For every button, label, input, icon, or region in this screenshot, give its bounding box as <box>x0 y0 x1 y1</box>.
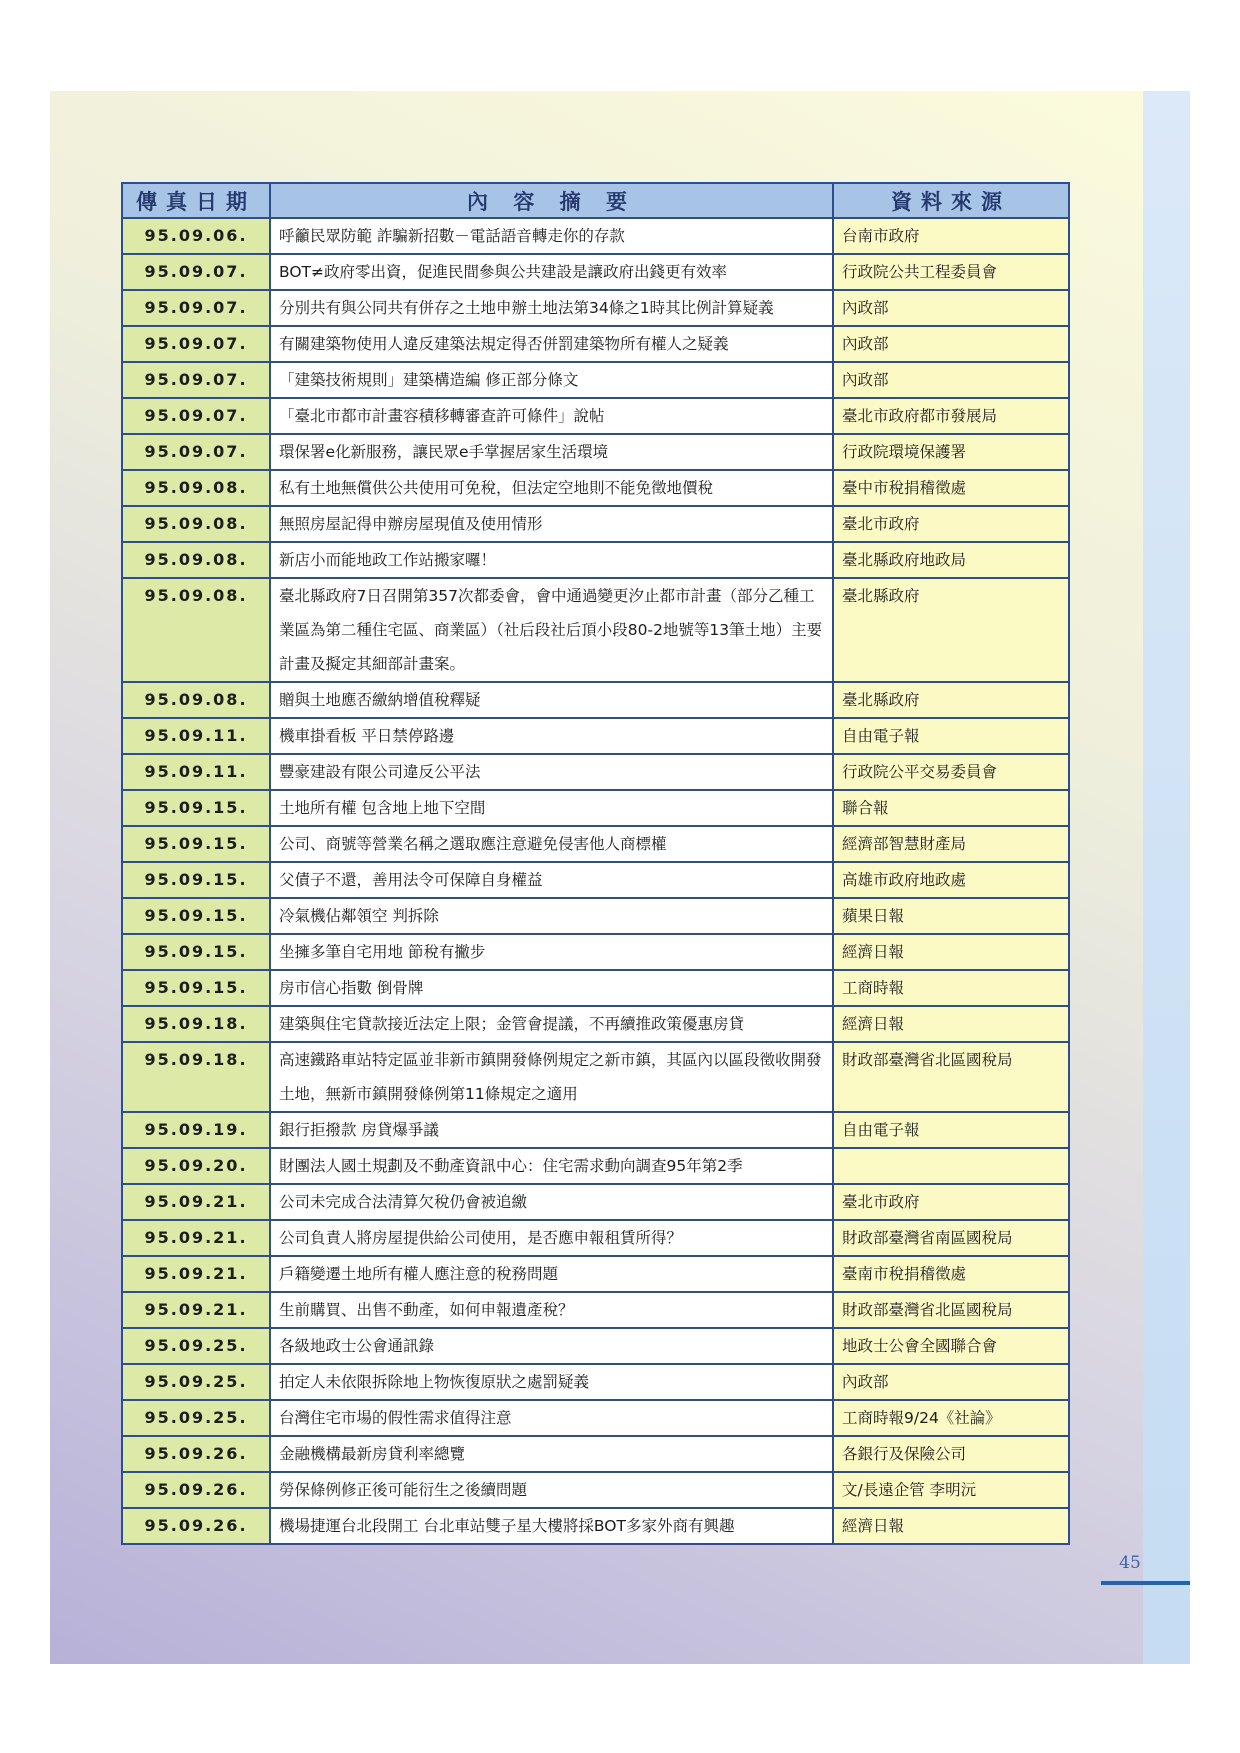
content-cell: 豐豪建設有限公司違反公平法 <box>270 754 833 790</box>
source-cell: 內政部 <box>833 1364 1069 1400</box>
content-cell: 冷氣機佔鄰領空 判拆除 <box>270 898 833 934</box>
table-row <box>122 934 1069 970</box>
date-cell: 95.09.15. <box>122 826 270 862</box>
source-cell: 臺中市稅捐稽徵處 <box>833 470 1069 506</box>
date-cell: 95.09.15. <box>122 934 270 970</box>
content-cell: 公司負責人將房屋提供給公司使用，是否應申報租賃所得？ <box>270 1220 833 1256</box>
date-cell: 95.09.25. <box>122 1364 270 1400</box>
table-row <box>122 1256 1069 1292</box>
table-row <box>122 1184 1069 1220</box>
date-cell: 95.09.06. <box>122 218 270 254</box>
source-cell: 各銀行及保險公司 <box>833 1436 1069 1472</box>
content-cell: 「臺北市都市計畫容積移轉審查許可條件」說帖 <box>270 398 833 434</box>
content-cell: 機車掛看板 平日禁停路邊 <box>270 718 833 754</box>
content-cell: 私有土地無償供公共使用可免稅，但法定空地則不能免徵地價稅 <box>270 470 833 506</box>
content-cell: 新店小而能地政工作站搬家囉！ <box>270 542 833 578</box>
table-row <box>122 1112 1069 1148</box>
date-cell: 95.09.21. <box>122 1292 270 1328</box>
content-cell: BOT≠政府零出資，促進民間參與公共建設是讓政府出錢更有效率 <box>270 254 833 290</box>
date-cell: 95.09.26. <box>122 1436 270 1472</box>
table-body <box>122 218 1069 1544</box>
content-cell: 父債子不還，善用法令可保障自身權益 <box>270 862 833 898</box>
fax-digest-table <box>121 182 1070 1545</box>
source-cell: 蘋果日報 <box>833 898 1069 934</box>
source-cell: 經濟日報 <box>833 1006 1069 1042</box>
table-row <box>122 970 1069 1006</box>
content-cell: 銀行拒撥款 房貸爆爭議 <box>270 1112 833 1148</box>
date-cell: 95.09.07. <box>122 398 270 434</box>
table-row <box>122 898 1069 934</box>
source-cell: 自由電子報 <box>833 718 1069 754</box>
date-cell: 95.09.25. <box>122 1328 270 1364</box>
table-row <box>122 506 1069 542</box>
source-cell: 台南市政府 <box>833 218 1069 254</box>
content-cell: 臺北縣政府7日召開第357次都委會，會中通過變更汐止都市計畫（部分乙種工業區為第二種住宅區、商業區）（社后段社后頂小段80-2地號等13筆土地）主要計畫及擬定其細部計畫案。 <box>270 578 833 682</box>
content-cell: 公司未完成合法清算欠稅仍會被追繳 <box>270 1184 833 1220</box>
table-header-row <box>122 183 1069 218</box>
source-cell <box>833 1148 1069 1184</box>
source-cell: 行政院環境保護署 <box>833 434 1069 470</box>
table-row <box>122 578 1069 682</box>
table-row <box>122 542 1069 578</box>
source-cell: 臺北市政府 <box>833 1184 1069 1220</box>
source-cell: 臺北縣政府 <box>833 578 1069 682</box>
content-cell: 呼籲民眾防範 詐騙新招數－電話語音轉走你的存款 <box>270 218 833 254</box>
content-cell: 坐擁多筆自宅用地 節稅有撇步 <box>270 934 833 970</box>
source-cell: 臺北縣政府地政局 <box>833 542 1069 578</box>
page-number: 45 <box>1119 1553 1141 1573</box>
table-row <box>122 1472 1069 1508</box>
content-cell: 房市信心指數 倒骨牌 <box>270 970 833 1006</box>
date-cell: 95.09.15. <box>122 970 270 1006</box>
content-cell: 台灣住宅市場的假性需求值得注意 <box>270 1400 833 1436</box>
date-cell: 95.09.07. <box>122 362 270 398</box>
content-cell: 無照房屋記得申辦房屋現值及使用情形 <box>270 506 833 542</box>
source-cell: 聯合報 <box>833 790 1069 826</box>
header-content: 內 容 摘 要 <box>270 183 833 218</box>
date-cell: 95.09.15. <box>122 790 270 826</box>
header-date: 傳真日期 <box>122 183 270 218</box>
source-cell: 經濟日報 <box>833 1508 1069 1544</box>
source-cell: 財政部臺灣省南區國稅局 <box>833 1220 1069 1256</box>
content-cell: 有關建築物使用人違反建築法規定得否併罰建築物所有權人之疑義 <box>270 326 833 362</box>
source-cell: 內政部 <box>833 326 1069 362</box>
table-row <box>122 1436 1069 1472</box>
source-cell: 工商時報9/24《社論》 <box>833 1400 1069 1436</box>
table-row <box>122 1042 1069 1112</box>
date-cell: 95.09.07. <box>122 326 270 362</box>
source-cell: 工商時報 <box>833 970 1069 1006</box>
table-row <box>122 470 1069 506</box>
content-cell: 高速鐵路車站特定區並非新市鎮開發條例規定之新市鎮，其區內以區段徵收開發土地，無新市鎮開發條例第11條規定之適用 <box>270 1042 833 1112</box>
content-cell: 各級地政士公會通訊錄 <box>270 1328 833 1364</box>
date-cell: 95.09.21. <box>122 1256 270 1292</box>
source-cell: 文/長遠企管 李明沅 <box>833 1472 1069 1508</box>
table-row <box>122 326 1069 362</box>
table-row <box>122 1508 1069 1544</box>
table-row <box>122 1220 1069 1256</box>
source-cell: 行政院公平交易委員會 <box>833 754 1069 790</box>
date-cell: 95.09.18. <box>122 1006 270 1042</box>
table-row <box>122 826 1069 862</box>
date-cell: 95.09.07. <box>122 290 270 326</box>
table-row <box>122 790 1069 826</box>
source-cell: 財政部臺灣省北區國稅局 <box>833 1042 1069 1112</box>
source-cell: 臺北市政府 <box>833 506 1069 542</box>
table-row <box>122 290 1069 326</box>
table-row <box>122 1364 1069 1400</box>
table-row <box>122 362 1069 398</box>
source-cell: 財政部臺灣省北區國稅局 <box>833 1292 1069 1328</box>
side-color-strip <box>1143 91 1190 1664</box>
date-cell: 95.09.21. <box>122 1220 270 1256</box>
source-cell: 臺北市政府都市發展局 <box>833 398 1069 434</box>
source-cell: 行政院公共工程委員會 <box>833 254 1069 290</box>
date-cell: 95.09.08. <box>122 470 270 506</box>
source-cell: 高雄市政府地政處 <box>833 862 1069 898</box>
date-cell: 95.09.08. <box>122 542 270 578</box>
source-cell: 臺南市稅捐稽徵處 <box>833 1256 1069 1292</box>
content-cell: 公司、商號等營業名稱之選取應注意避免侵害他人商標權 <box>270 826 833 862</box>
content-cell: 機場捷運台北段開工 台北車站雙子星大樓將採BOT多家外商有興趣 <box>270 1508 833 1544</box>
date-cell: 95.09.15. <box>122 862 270 898</box>
table-row <box>122 218 1069 254</box>
source-cell: 經濟日報 <box>833 934 1069 970</box>
table-row <box>122 862 1069 898</box>
content-cell: 土地所有權 包含地上地下空間 <box>270 790 833 826</box>
date-cell: 95.09.11. <box>122 718 270 754</box>
source-cell: 自由電子報 <box>833 1112 1069 1148</box>
content-cell: 建築與住宅貸款接近法定上限；金管會提議，不再續推政策優惠房貸 <box>270 1006 833 1042</box>
source-cell: 內政部 <box>833 362 1069 398</box>
content-cell: 生前購買、出售不動產，如何申報遺產稅？ <box>270 1292 833 1328</box>
source-cell: 經濟部智慧財產局 <box>833 826 1069 862</box>
date-cell: 95.09.19. <box>122 1112 270 1148</box>
table-row <box>122 1400 1069 1436</box>
table-row <box>122 434 1069 470</box>
header-source: 資料來源 <box>833 183 1069 218</box>
source-cell: 地政士公會全國聯合會 <box>833 1328 1069 1364</box>
date-cell: 95.09.21. <box>122 1184 270 1220</box>
table-row <box>122 682 1069 718</box>
content-cell: 金融機構最新房貸利率總覽 <box>270 1436 833 1472</box>
date-cell: 95.09.15. <box>122 898 270 934</box>
content-cell: 贈與土地應否繳納增值稅釋疑 <box>270 682 833 718</box>
date-cell: 95.09.07. <box>122 254 270 290</box>
content-cell: 分別共有與公同共有併存之土地申辦土地法第34條之1時其比例計算疑義 <box>270 290 833 326</box>
table-row <box>122 1006 1069 1042</box>
content-cell: 勞保條例修正後可能衍生之後續問題 <box>270 1472 833 1508</box>
date-cell: 95.09.11. <box>122 754 270 790</box>
date-cell: 95.09.26. <box>122 1472 270 1508</box>
source-cell: 臺北縣政府 <box>833 682 1069 718</box>
date-cell: 95.09.08. <box>122 578 270 682</box>
date-cell: 95.09.08. <box>122 506 270 542</box>
table-row <box>122 718 1069 754</box>
content-cell: 戶籍變遷土地所有權人應注意的稅務問題 <box>270 1256 833 1292</box>
date-cell: 95.09.18. <box>122 1042 270 1112</box>
date-cell: 95.09.08. <box>122 682 270 718</box>
page-number-rule <box>1101 1581 1190 1585</box>
table-row <box>122 254 1069 290</box>
table-row <box>122 1148 1069 1184</box>
date-cell: 95.09.26. <box>122 1508 270 1544</box>
table-row <box>122 398 1069 434</box>
table-row <box>122 754 1069 790</box>
content-cell: 「建築技術規則」建築構造編 修正部分條文 <box>270 362 833 398</box>
date-cell: 95.09.07. <box>122 434 270 470</box>
source-cell: 內政部 <box>833 290 1069 326</box>
content-cell: 環保署e化新服務，讓民眾e手掌握居家生活環境 <box>270 434 833 470</box>
date-cell: 95.09.25. <box>122 1400 270 1436</box>
table-row <box>122 1328 1069 1364</box>
table-row <box>122 1292 1069 1328</box>
date-cell: 95.09.20. <box>122 1148 270 1184</box>
content-cell: 財團法人國土規劃及不動產資訊中心：住宅需求動向調查95年第2季 <box>270 1148 833 1184</box>
content-cell: 拍定人未依限拆除地上物恢復原狀之處罰疑義 <box>270 1364 833 1400</box>
